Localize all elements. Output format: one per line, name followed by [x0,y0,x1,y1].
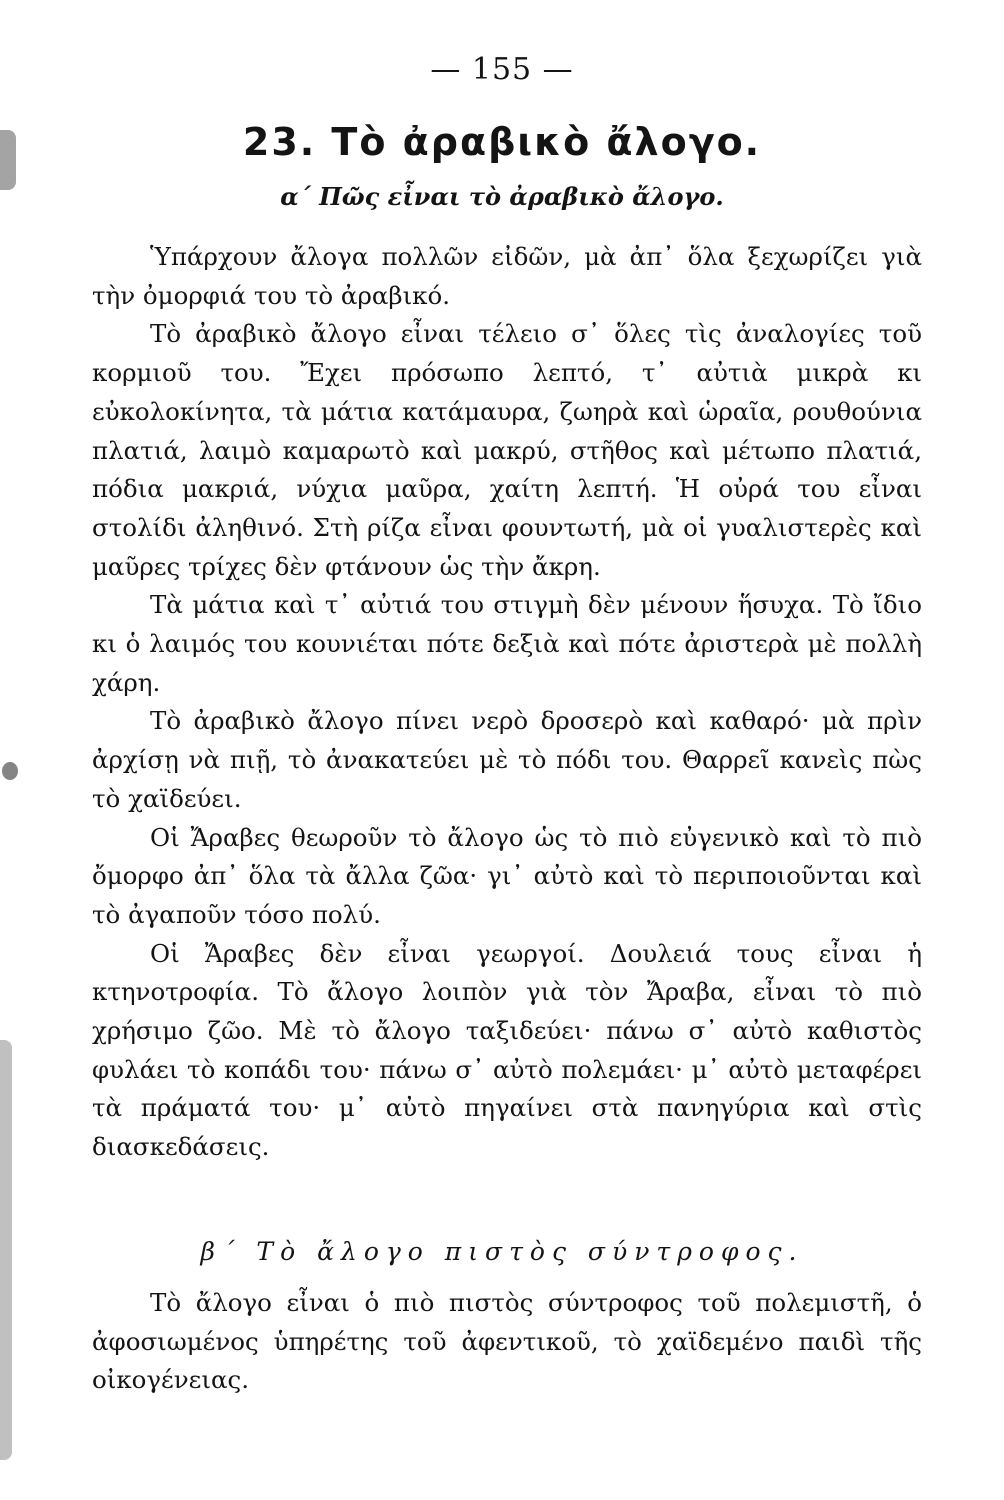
paragraph: Τὰ μάτια καὶ τ᾽ αὐτιά του στιγμὴ δὲν μένουν ἥσυχα. Τὸ ἴδιο κι ὁ λαιμός του κουνιέται πότε δεξιὰ καὶ πότε ἀριστερὰ μὲ πολλὴ χάρη. [92,590,922,697]
page-number: — 155 — [430,52,574,87]
section-heading: α΄ Πῶς εἶναι τὸ ἀραβικὸ ἄλογο. [280,182,724,211]
chapter-title: 23. Τὸ ἀραβικὸ ἄλογο. [242,120,762,164]
paragraph: Τὸ ἀραβικὸ ἄλογο εἶναι τέλειο σ᾽ ὅλες τὶς ἀναλογίες τοῦ κορμιοῦ του. Ἔχει πρόσωπο λεπτό, τ᾽ αὐτιὰ μικρὰ κι εὐκολοκίνητα, τὰ μάτια κατάμαυρα, ζωηρὰ καὶ ὡραῖα, ρουθούνια πλατιά, λαιμὸ καμαρωτὸ καὶ μακρύ, στῆθος καὶ μέτωπο πλατιά, πόδια μακριά, νύχια μαῦρα, χαίτη λεπτή. Ἡ οὐρά του εἶναι στολίδι ἀληθινό. Στὴ ρίζα εἶναι φουντωτή, μὰ οἱ γυαλιστερὲς καὶ μαῦρες τρίχες δὲν φτάνουν ὡς τὴν ἄκρη. [92,319,922,581]
section-body [92,1284,922,1400]
paper-speck [2,762,18,780]
paragraph: Τὸ ἄλογο εἶναι ὁ πιὸ πιστὸς σύντροφος τοῦ πολεμιστῆ, ὁ ἀφοσιωμένος ὑπηρέτης τοῦ ἀφεντικοῦ, τὸ χαϊδεμένο παιδὶ τῆς οἰκογένειας. [92,1288,922,1395]
paragraph: Οἱ Ἄραβες δὲν εἶναι γεωργοί. Δουλειά τους εἶναι ἡ κτηνοτροφία. Τὸ ἄλογο λοιπὸν γιὰ τὸν Ἄραβα, εἶναι τὸ πιὸ χρήσιμο ζῶο. Μὲ τὸ ἄλογο ταξιδεύει· πάνω σ᾽ αὐτὸ καθιστὸς φυλάει τὸ κοπάδι του· πάνω σ᾽ αὐτὸ πολεμάει· μ᾽ αὐτὸ μεταφέρει τὰ πράματά του· μ᾽ αὐτὸ πηγαίνει στὰ πανηγύρια καὶ στὶς διασκεδάσεις. [92,938,922,1162]
paragraph: Ὑπάρχουν ἄλογα πολλῶν εἰδῶν, μὰ ἀπ᾽ ὅλα ξεχωρίζει γιὰ τὴν ὀμορφιά του τὸ ἀραβικό. [92,242,922,310]
paragraph: Οἱ Ἄραβες θεωροῦν τὸ ἄλογο ὡς τὸ πιὸ εὐγενικὸ καὶ τὸ πιὸ ὄμορφο ἀπ᾽ ὅλα τὰ ἄλλα ζῶα· γι᾽ αὐτὸ καὶ τὸ περιποιοῦνται καὶ τὸ ἀγαποῦν τόσο πολύ. [92,822,922,929]
section-body [92,238,922,1167]
section-heading: β΄ Τὸ ἄλογο πιστὸς σύντροφος. [200,1237,804,1266]
paragraph: Τὸ ἀραβικὸ ἄλογο πίνει νερὸ δροσερὸ καὶ καθαρό· μὰ πρὶν ἀρχίσῃ νὰ πιῇ, τὸ ἀνακατεύει μὲ τὸ πόδι του. Θαρρεῖ κανεὶς πὼς τὸ χαϊδεύει. [92,706,922,813]
